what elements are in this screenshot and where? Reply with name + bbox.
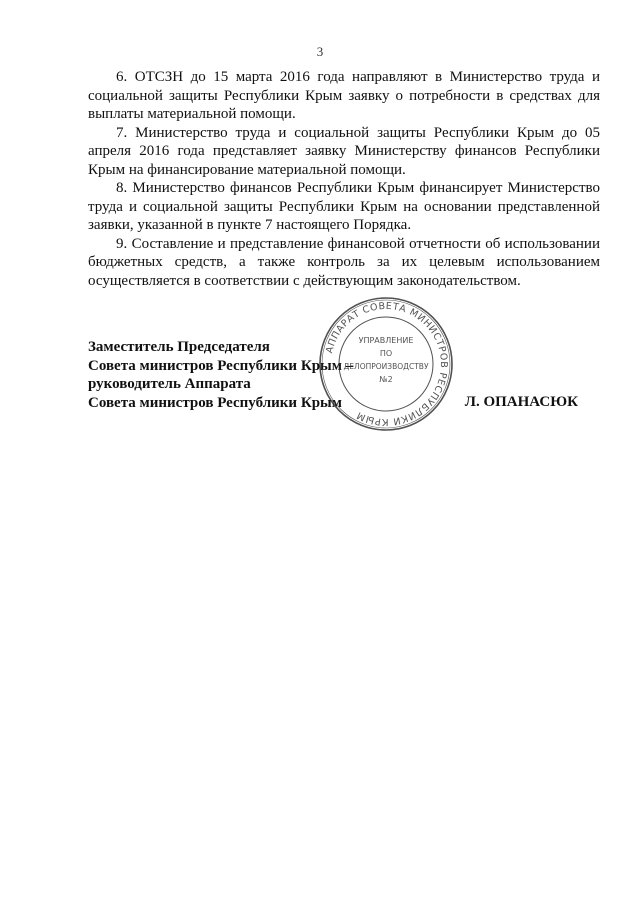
paragraph-7: 7. Министерство труда и социальной защиты Республики Крым до 05 апреля 2016 года представляет заявку Министерству финансов Республики Крым на финансирование материальной помощи. [88,124,600,178]
signatory-title-line-4: Совета министров Республики Крым [88,394,342,411]
stamp-inner-line-2: ПО [379,349,393,358]
paragraph-8: 8. Министерство финансов Республики Крым финансирует Министерство труда и социальной защиты Республики Крым на основании представленной заявки, указанной в пункте 7 настоящего Порядка. [88,180,600,233]
signatory-title-line-3: руководитель Аппарата [88,376,251,392]
stamp-outer-text: АППАРАТ СОВЕТА МИНИСТРОВ РЕСПУБЛИКИ КРЫМ [324,300,450,428]
document-body [88,68,600,290]
paragraph-6: 6. ОТСЗН до 15 марта 2016 года направляют в Министерство труда и социальной защиты Республики Крым заявку о потребности в средствах для выплаты материальной помощи. [88,69,600,122]
signatory-title-line-1: Заместитель Председателя [88,339,270,355]
official-stamp [318,296,454,432]
stamp-inner-line-1: УПРАВЛЕНИЕ [358,336,414,345]
signatory-title-line-2: Совета министров Республики Крым – [88,357,354,374]
page-number: 3 [316,44,324,59]
signatory-name: Л. ОПАНАСЮК [464,394,578,410]
stamp-inner-line-4: №2 [379,375,393,384]
paragraph-9: 9. Составление и представление финансовой отчетности об использовании бюджетных средств, а также контроль за их целевым использованием осуществляется в соответствии с действующим законодательством. [88,235,600,289]
stamp-inner-line-3: ДЕЛОПРОИЗВОДСТВУ [343,362,429,371]
